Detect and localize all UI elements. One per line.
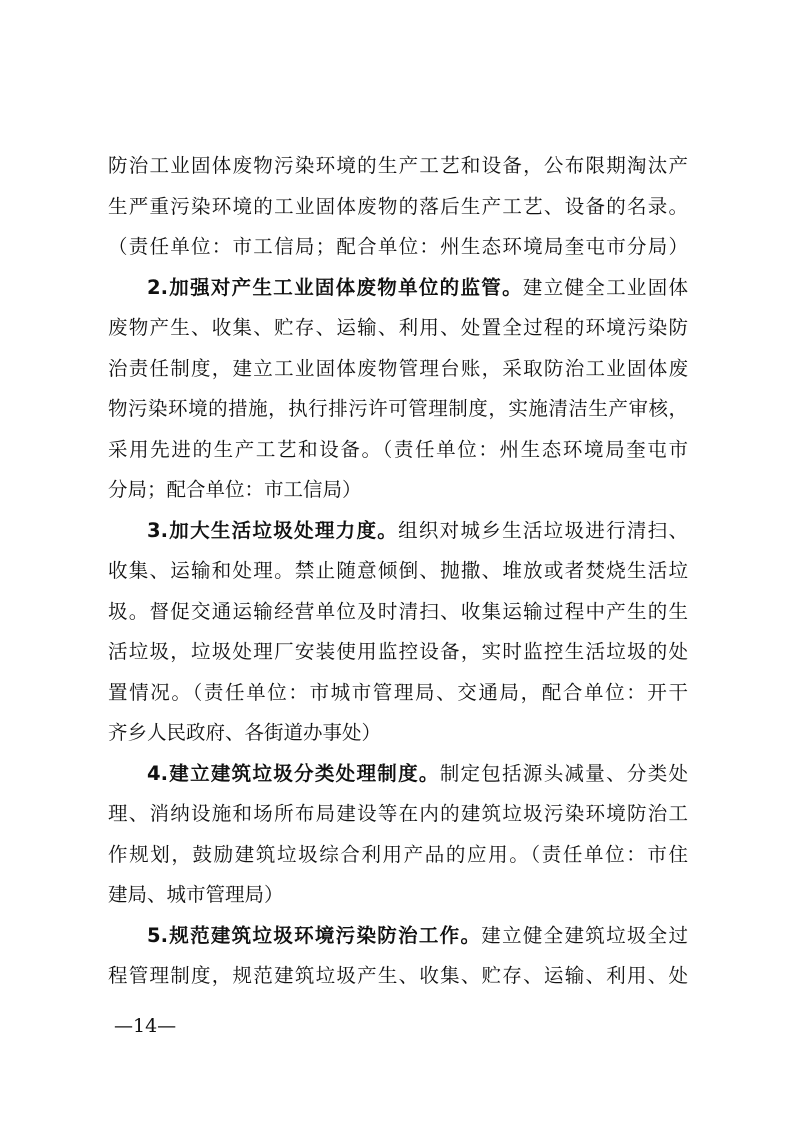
text-line-content: 生严重污染环境的工业固体废物的落后生产工艺、设备的名录。 [108, 194, 688, 218]
text-line [108, 308, 688, 349]
text-line [108, 146, 688, 187]
text-line-content: 物污染环境的措施，执行排污许可管理制度，实施清洁生产审核， [108, 397, 688, 420]
text-line [108, 673, 688, 714]
section-heading: 4.建立建筑垃圾分类处理制度。 [147, 761, 440, 785]
text-line [108, 227, 688, 268]
text-line [108, 592, 688, 633]
text-line-content: 程管理制度，规范建筑垃圾产生、收集、贮存、运输、利用、处 [108, 964, 688, 987]
text-line-content: 建立健全工业固体 [522, 275, 688, 299]
section-3-heading-line [108, 511, 688, 552]
page-number: —14— [114, 1015, 177, 1037]
section-5-heading-line [108, 916, 688, 957]
section-heading: 3.加大生活垃圾处理力度。 [147, 518, 399, 542]
text-line-content: 防治工业固体废物污染环境的生产工艺和设备，公布限期淘汰产 [108, 154, 688, 177]
text-line-content: （责任单位：市工信局；配合单位：州生态环境局奎屯市分局） [108, 235, 688, 258]
text-line [108, 470, 688, 511]
text-line-content: 采用先进的生产工艺和设备。（责任单位：州生态环境局奎屯市 [108, 437, 688, 461]
text-line-content: 制定包括源头减量、分类处 [439, 761, 688, 785]
section-4-heading-line [108, 754, 688, 795]
text-line [108, 794, 688, 835]
document-body [108, 146, 688, 997]
text-line-content: 分局；配合单位：市工信局） [108, 478, 362, 501]
text-line [108, 551, 688, 592]
text-line-content: 作规划，鼓励建筑垃圾综合利用产品的应用。（责任单位：市住 [108, 842, 688, 866]
text-line [108, 632, 688, 673]
section-2-heading-line [108, 268, 688, 309]
text-line-content: 废物产生、收集、贮存、运输、利用、处置全过程的环境污染防 [108, 316, 688, 339]
text-line-content: 收集、运输和处理。禁止随意倾倒、抛撒、堆放或者焚烧生活垃 [108, 559, 688, 582]
text-line-content: 活垃圾，垃圾处理厂安装使用监控设备，实时监控生活垃圾的处 [108, 640, 688, 663]
text-line-content: 组织对城乡生活垃圾进行清扫、 [398, 518, 688, 542]
section-heading: 2.加强对产生工业固体废物单位的监管。 [147, 275, 523, 299]
text-line-content: 置情况。（责任单位：市城市管理局、交通局，配合单位：开干 [108, 680, 688, 704]
text-line [108, 430, 688, 471]
text-line-content: 理、消纳设施和场所布局建设等在内的建筑垃圾污染环境防治工 [108, 802, 688, 825]
text-line [108, 956, 688, 997]
text-line-content: 治责任制度，建立工业固体废物管理台账，采取防治工业固体废 [108, 356, 688, 380]
text-line-content: 齐乡人民政府、各街道办事处） [108, 721, 382, 744]
text-line-content: 建立健全建筑垃圾全过 [481, 923, 688, 947]
text-line [108, 349, 688, 390]
text-line [108, 835, 688, 876]
section-heading: 5.规范建筑垃圾环境污染防治工作。 [147, 923, 482, 947]
text-line [108, 389, 688, 430]
text-line [108, 713, 688, 754]
text-line [108, 875, 688, 916]
text-line [108, 187, 688, 228]
text-line-content: 圾。督促交通运输经营单位及时清扫、收集运输过程中产生的生 [108, 599, 688, 623]
text-line-content: 建局、城市管理局） [108, 883, 284, 906]
